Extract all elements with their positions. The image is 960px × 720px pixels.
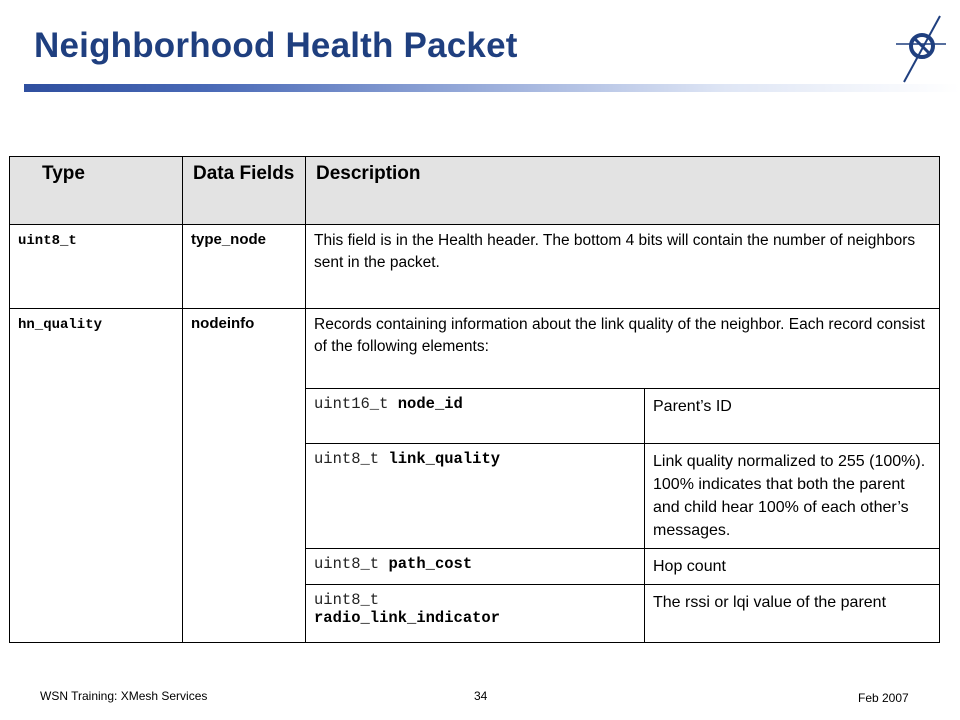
row-field: type_node <box>183 225 306 309</box>
header-data-fields: Data Fields <box>183 157 306 225</box>
health-packet-table <box>9 156 940 643</box>
element-name-cell <box>306 444 645 549</box>
header-type: Type <box>10 157 183 225</box>
element-type: uint8_t <box>314 555 380 573</box>
slide-title: Neighborhood Health Packet <box>34 26 518 65</box>
element-name-cell <box>306 389 645 444</box>
element-name: node_id <box>397 395 463 413</box>
element-type: uint16_t <box>314 395 389 413</box>
footer-course-title: WSN Training: XMesh Services <box>40 689 208 703</box>
row-type: uint8_t <box>10 225 183 309</box>
table-row <box>10 225 940 309</box>
row-description: This field is in the Health header. The bottom 4 bits will contain the number of neighbors sent in the packet. <box>306 225 940 309</box>
header-description: Description <box>306 157 940 225</box>
row-description: Records containing information about the link quality of the neighbor. Each record consist of the following elements: <box>306 309 940 389</box>
element-description: Parent’s ID <box>645 389 940 444</box>
table-row <box>10 309 940 389</box>
element-type: uint8_t <box>314 450 380 468</box>
footer-date: Feb 2007 <box>858 691 909 705</box>
element-name: radio_link_indicator <box>314 609 501 627</box>
compass-star-logo-icon <box>888 14 952 84</box>
element-name-cell <box>306 585 645 643</box>
footer-page-number: 34 <box>474 689 488 703</box>
element-name: path_cost <box>388 555 473 573</box>
element-description: Link quality normalized to 255 (100%). 100% indicates that both the parent and child hear 100% of each other’s messages. <box>645 444 940 549</box>
table-header-row <box>10 157 940 225</box>
row-field: nodeinfo <box>183 309 306 643</box>
element-name-cell <box>306 549 645 585</box>
element-type: uint8_t <box>314 591 380 609</box>
element-description: The rssi or lqi value of the parent <box>645 585 940 643</box>
row-type: hn_quality <box>10 309 183 643</box>
title-underline <box>24 84 960 92</box>
element-description: Hop count <box>645 549 940 585</box>
element-name: link_quality <box>388 450 501 468</box>
